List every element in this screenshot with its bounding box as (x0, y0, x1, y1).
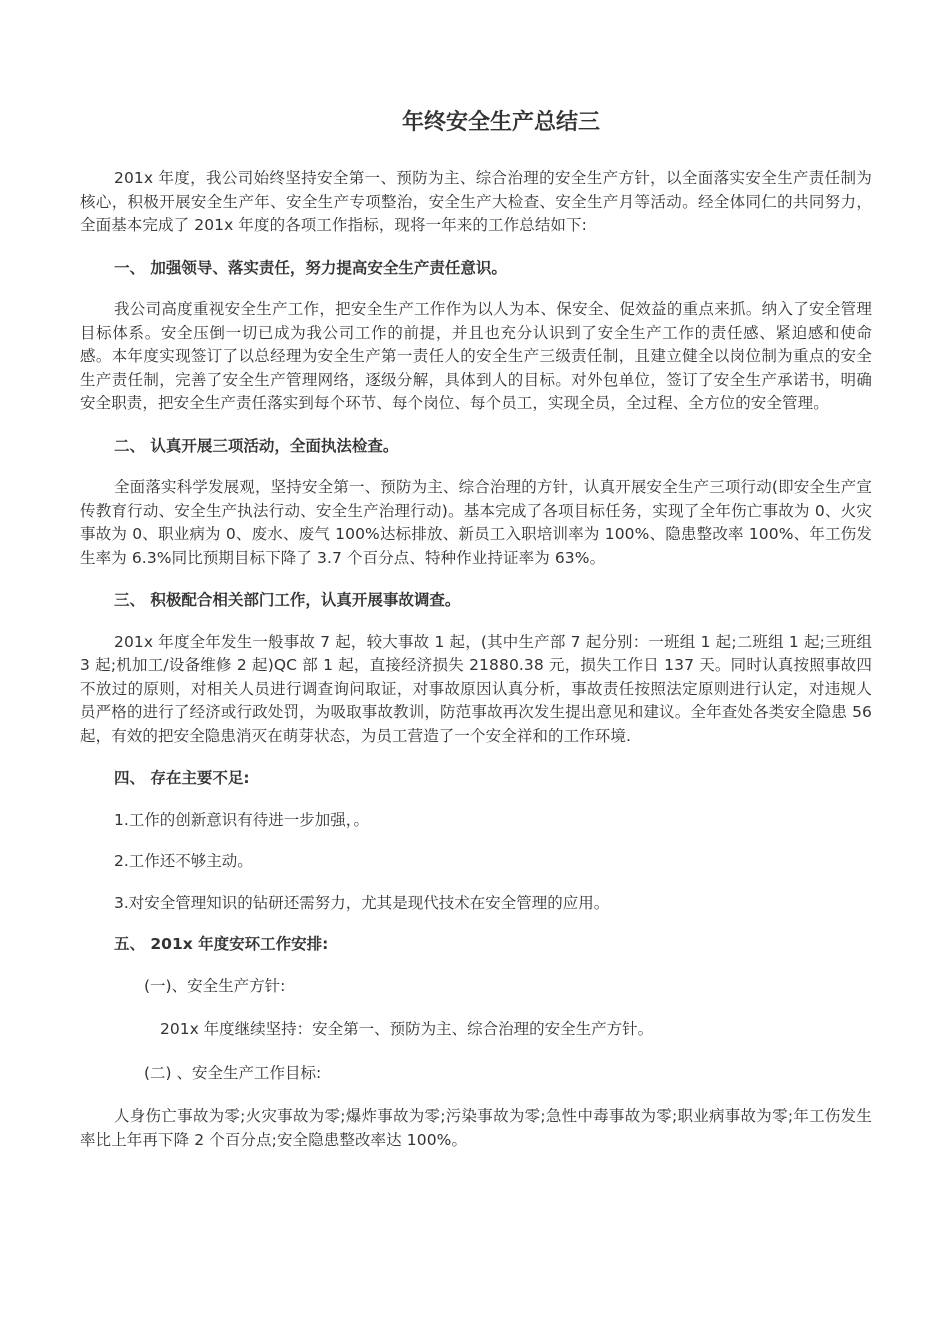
document-title: 年终安全生产总结三 (401, 110, 600, 135)
section3-heading: 三、 积极配合相关部门工作，认真开展事故调查。 (114, 591, 461, 609)
section5-heading: 五、 201x 年度安环工作安排: (114, 935, 329, 953)
shortcoming-item-3: 3.对安全管理知识的钻研还需努力，尤其是现代技术在安全管理的应用。 (114, 893, 610, 912)
section3-body: 201x 年度全年发生一般事故 7 起，较大事故 1 起，(其中生产部 7 起分别：一班组 1 起;二班组 1 起;三班组 3 起;机加工/设备维修 2 起)QC 部 1 起，直接经济损失 21880.38 元，损失工作日 137 天。同时认真按照事故四不放过的原则，对相关人员进行调查询问取证，对事故原因认真分析，事故责任按照法定原则进行认定，对违规人员严格的进行了经济或行政处罚，为吸取事故教训，防范事故再次发生提出意见和建议。全年查处各类安全隐患 56 起，有效的把安全隐患消灭在萌芽状态，为员工营造了一个安全祥和的工作环境. (80, 632, 872, 745)
section2-heading: 二、 认真开展三项活动，全面执法检查。 (114, 436, 399, 455)
section1-heading: 一、 加强领导、落实责任，努力提高安全生产责任意识。 (114, 258, 507, 277)
document-page (80, 100, 872, 1171)
section2-body: 全面落实科学发展观，坚持安全第一、预防为主、综合治理的方针，认真开展安全生产三项行动(即安全生产宣传教育行动、安全生产执法行动、安全生产治理行动)。基本完成了各项目标任务，实现了全年伤亡事故为 0、火灾事故为 0、职业病为 0、废水、废气 100%达标排放、新员工入职培训率为 100%、隐患整改率 100%、年工伤发生率为 6.3%同比预期目标下降了 3.7 个百分点、特种作业持证率为 63%。 (80, 478, 872, 567)
shortcoming-item-1: 1.工作的创新意识有待进一步加强，。 (114, 810, 370, 829)
shortcoming-item-2: 2.工作还不够主动。 (114, 852, 253, 870)
safety-goals-label: (二) 、安全生产工作目标: (144, 1063, 322, 1082)
section4-heading: 四、 存在主要不足: (114, 769, 250, 787)
intro-paragraph: 201x 年度，我公司始终坚持安全第一、预防为主、综合治理的安全生产方针，以全面落实安全生产责任制为核心，积极开展安全生产年、安全生产专项整治，安全生产大检查、安全生产月等活动。经全体同仁的共同努力，全面基本完成了 201x 年度的各项工作指标，现将一年来的工作总结如下: (80, 169, 872, 234)
safety-policy-label: (一)、安全生产方针: (144, 976, 286, 995)
section1-body: 我公司高度重视安全生产工作，把安全生产工作作为以人为本、保安全、促效益的重点来抓。纳入了安全管理目标体系。安全压倒一切已成为我公司工作的前提，并且也充分认识到了安全生产工作的责任感、紧迫感和使命感。本年度实现签订了以总经理为安全生产第一责任人的安全生产三级责任制，且建立健全以岗位制为重点的安全生产责任制，完善了安全生产管理网络，逐级分解，具体到人的目标。对外包单位，签订了安全生产承诺书，明确安全职责，把安全生产责任落实到每个环节、每个岗位、每个员工，实现全员，全过程、全方位的安全管理。 (80, 300, 872, 412)
safety-goals-text: 人身伤亡事故为零;火灾事故为零;爆炸事故为零;污染事故为零;急性中毒事故为零;职业病事故为零;年工伤发生率比上年再下降 2 个百分点;安全隐患整改率达 100%。 (80, 1107, 872, 1149)
safety-policy-text: 201x 年度继续坚持：安全第一、预防为主、综合治理的安全生产方针。 (160, 1020, 654, 1038)
